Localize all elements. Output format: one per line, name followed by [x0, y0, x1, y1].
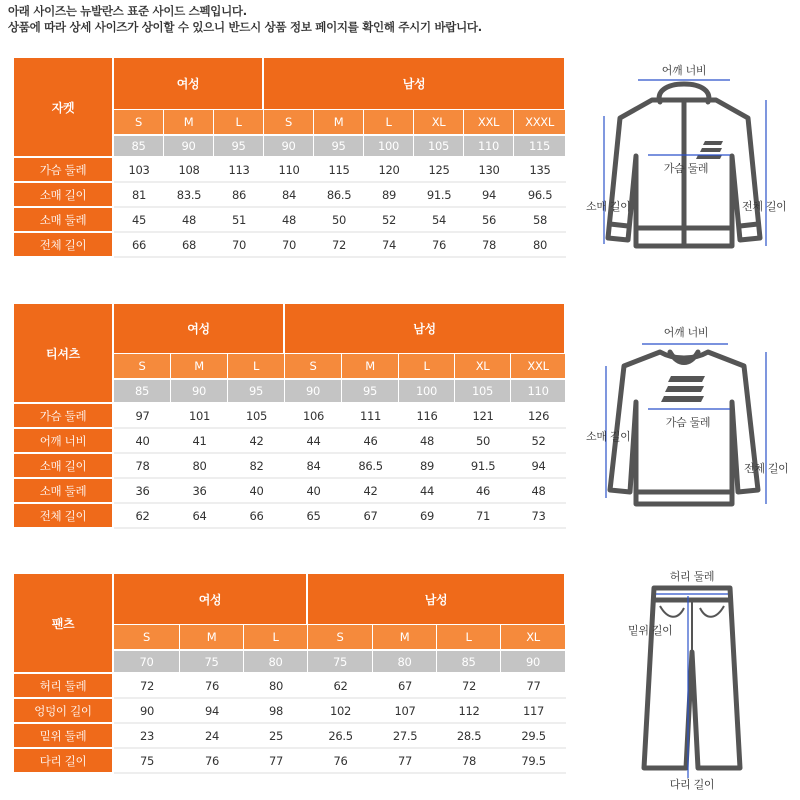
size-value: 106 [285, 404, 342, 429]
size-value: 111 [342, 404, 399, 429]
size-value: 113 [214, 158, 264, 183]
size-value: 52 [511, 429, 566, 454]
diagram-label-sleeve: 소매 길이 [586, 430, 631, 443]
size-label: S [285, 353, 342, 378]
size-value: 48 [264, 208, 314, 233]
row-label: 엉덩이 길이 [14, 699, 114, 724]
size-value: 91.5 [455, 454, 511, 479]
size-value: 79.5 [501, 749, 566, 774]
size-number: 70 [114, 649, 180, 674]
women-group-header: 여성 [114, 304, 285, 353]
size-value: 78 [437, 749, 501, 774]
size-value: 29.5 [501, 724, 566, 749]
size-value: 36 [171, 479, 228, 504]
tshirt-size-table [14, 304, 566, 529]
size-number: 105 [414, 134, 464, 158]
diagram-label-length: 전체 길이 [742, 200, 787, 213]
size-value: 66 [228, 504, 285, 529]
size-number: 80 [244, 649, 308, 674]
men-group-header: 남성 [285, 304, 566, 353]
pants-diagram [612, 568, 772, 792]
size-number: 115 [514, 134, 566, 158]
size-value: 94 [180, 699, 244, 724]
size-value: 67 [373, 674, 437, 699]
jacket-size-table [14, 58, 566, 258]
size-value: 27.5 [373, 724, 437, 749]
size-value: 83.5 [164, 183, 214, 208]
size-value: 76 [308, 749, 373, 774]
size-value: 64 [171, 504, 228, 529]
size-value: 48 [399, 429, 455, 454]
row-label: 허리 둘레 [14, 674, 114, 699]
size-number: 85 [114, 134, 164, 158]
size-value: 41 [171, 429, 228, 454]
size-label: XXXL [514, 109, 566, 134]
size-value: 121 [455, 404, 511, 429]
size-value: 80 [514, 233, 566, 258]
size-number: 90 [285, 378, 342, 404]
size-value: 70 [264, 233, 314, 258]
size-value: 51 [214, 208, 264, 233]
category-cell: 티셔츠 [14, 304, 114, 404]
new-balance-logo [696, 141, 723, 159]
size-value: 77 [501, 674, 566, 699]
table-row [14, 183, 566, 208]
size-value: 36 [114, 479, 171, 504]
size-value: 23 [114, 724, 180, 749]
size-value: 25 [244, 724, 308, 749]
table-row [14, 504, 566, 529]
size-notes [8, 3, 482, 35]
size-label: XL [455, 353, 511, 378]
note-line-1: 아래 사이즈는 뉴발란스 표준 사이드 스펙입니다. [8, 4, 247, 18]
size-value: 50 [314, 208, 364, 233]
men-group-header: 남성 [264, 58, 566, 109]
size-value: 117 [501, 699, 566, 724]
size-number: 95 [228, 378, 285, 404]
size-number: 85 [437, 649, 501, 674]
size-label: S [308, 624, 373, 649]
size-value: 72 [437, 674, 501, 699]
row-label: 가슴 둘레 [14, 158, 114, 183]
diagram-label-sleeve: 소매 길이 [586, 200, 631, 213]
size-value: 73 [511, 504, 566, 529]
row-label: 전체 길이 [14, 233, 114, 258]
size-value: 78 [114, 454, 171, 479]
size-number: 90 [501, 649, 566, 674]
size-label: XL [414, 109, 464, 134]
row-label: 가슴 둘레 [14, 404, 114, 429]
size-number: 95 [314, 134, 364, 158]
table-row [14, 208, 566, 233]
row-label: 어깨 너비 [14, 429, 114, 454]
size-label: M [314, 109, 364, 134]
size-value: 82 [228, 454, 285, 479]
size-value: 115 [314, 158, 364, 183]
size-value: 89 [364, 183, 414, 208]
size-label: M [342, 353, 399, 378]
size-value: 54 [414, 208, 464, 233]
size-value: 46 [342, 429, 399, 454]
size-value: 42 [342, 479, 399, 504]
table-row [14, 454, 566, 479]
size-number: 100 [364, 134, 414, 158]
table-row [14, 699, 566, 724]
size-number: 110 [511, 378, 566, 404]
pants-size-table [14, 574, 566, 774]
row-label: 소매 둘레 [14, 208, 114, 233]
size-value: 80 [171, 454, 228, 479]
size-value: 78 [464, 233, 514, 258]
size-label: L [244, 624, 308, 649]
size-value: 52 [364, 208, 414, 233]
table-row [14, 158, 566, 183]
size-value: 42 [228, 429, 285, 454]
size-number: 85 [114, 378, 171, 404]
size-value: 94 [464, 183, 514, 208]
table-row [14, 479, 566, 504]
size-value: 94 [511, 454, 566, 479]
men-group-header: 남성 [308, 574, 566, 624]
size-value: 45 [114, 208, 164, 233]
size-value: 72 [114, 674, 180, 699]
size-value: 80 [244, 674, 308, 699]
size-value: 86.5 [342, 454, 399, 479]
size-label: S [264, 109, 314, 134]
size-value: 86.5 [314, 183, 364, 208]
size-value: 101 [171, 404, 228, 429]
size-value: 107 [373, 699, 437, 724]
size-value: 71 [455, 504, 511, 529]
row-label: 소매 길이 [14, 183, 114, 208]
category-cell: 팬츠 [14, 574, 114, 674]
diagram-label-chest: 가슴 둘레 [663, 162, 709, 175]
diagram-label-length: 전체 길이 [744, 462, 789, 475]
size-value: 44 [399, 479, 455, 504]
size-label: M [164, 109, 214, 134]
women-group-header: 여성 [114, 574, 308, 624]
size-value: 77 [373, 749, 437, 774]
size-value: 116 [399, 404, 455, 429]
size-value: 40 [114, 429, 171, 454]
table-row [14, 233, 566, 258]
size-value: 112 [437, 699, 501, 724]
size-label: L [399, 353, 455, 378]
size-value: 62 [114, 504, 171, 529]
size-value: 126 [511, 404, 566, 429]
size-value: 75 [114, 749, 180, 774]
diagram-label-chest: 가슴 둘레 [665, 416, 711, 429]
size-value: 62 [308, 674, 373, 699]
jacket-diagram [582, 60, 787, 270]
size-value: 50 [455, 429, 511, 454]
size-value: 40 [228, 479, 285, 504]
table-row [14, 724, 566, 749]
tshirt-diagram [582, 322, 789, 522]
size-label: S [114, 109, 164, 134]
diagram-label-leg: 다리 길이 [669, 778, 715, 791]
size-value: 120 [364, 158, 414, 183]
table-row [14, 674, 566, 699]
size-number: 80 [373, 649, 437, 674]
size-number: 110 [464, 134, 514, 158]
row-label: 밑위 둘레 [14, 724, 114, 749]
category-cell: 자켓 [14, 58, 114, 158]
size-number: 90 [164, 134, 214, 158]
diagram-label-rise: 밑위 길이 [628, 624, 673, 637]
diagram-label-waist: 허리 둘레 [669, 570, 715, 583]
size-value: 66 [114, 233, 164, 258]
size-value: 46 [455, 479, 511, 504]
size-number: 75 [308, 649, 373, 674]
size-label: S [114, 624, 180, 649]
size-label: L [228, 353, 285, 378]
size-value: 48 [164, 208, 214, 233]
size-value: 74 [364, 233, 414, 258]
size-label: L [437, 624, 501, 649]
new-balance-logo [661, 376, 705, 402]
size-label: M [373, 624, 437, 649]
table-row [14, 429, 566, 454]
size-number: 90 [171, 378, 228, 404]
size-value: 44 [285, 429, 342, 454]
row-label: 소매 길이 [14, 454, 114, 479]
size-label: L [364, 109, 414, 134]
note-line-2: 상품에 따라 상세 사이즈가 상이할 수 있으니 반드시 상품 정보 페이지를 확인해 주시기 바랍니다. [8, 20, 482, 34]
row-label: 다리 길이 [14, 749, 114, 774]
size-value: 48 [511, 479, 566, 504]
size-value: 130 [464, 158, 514, 183]
women-group-header: 여성 [114, 58, 264, 109]
size-label: XXL [511, 353, 566, 378]
size-value: 69 [399, 504, 455, 529]
size-value: 103 [114, 158, 164, 183]
size-value: 91.5 [414, 183, 464, 208]
size-value: 110 [264, 158, 314, 183]
diagram-label-shoulder: 어깨 너비 [661, 64, 707, 77]
size-value: 96.5 [514, 183, 566, 208]
size-value: 68 [164, 233, 214, 258]
size-value: 89 [399, 454, 455, 479]
size-value: 24 [180, 724, 244, 749]
size-number: 95 [342, 378, 399, 404]
size-number: 95 [214, 134, 264, 158]
size-value: 102 [308, 699, 373, 724]
size-value: 98 [244, 699, 308, 724]
size-value: 81 [114, 183, 164, 208]
size-value: 76 [180, 749, 244, 774]
size-number: 105 [455, 378, 511, 404]
size-number: 100 [399, 378, 455, 404]
size-value: 84 [264, 183, 314, 208]
row-label: 전체 길이 [14, 504, 114, 529]
size-value: 65 [285, 504, 342, 529]
size-value: 72 [314, 233, 364, 258]
size-value: 76 [180, 674, 244, 699]
size-label: M [180, 624, 244, 649]
size-value: 26.5 [308, 724, 373, 749]
size-label: XXL [464, 109, 514, 134]
size-value: 105 [228, 404, 285, 429]
size-label: XL [501, 624, 566, 649]
size-number: 75 [180, 649, 244, 674]
size-value: 86 [214, 183, 264, 208]
diagram-label-shoulder: 어깨 너비 [663, 326, 709, 339]
size-value: 67 [342, 504, 399, 529]
table-row [14, 404, 566, 429]
table-row [14, 749, 566, 774]
row-label: 소매 둘레 [14, 479, 114, 504]
size-value: 90 [114, 699, 180, 724]
size-label: S [114, 353, 171, 378]
size-value: 108 [164, 158, 214, 183]
size-value: 125 [414, 158, 464, 183]
size-value: 77 [244, 749, 308, 774]
size-value: 40 [285, 479, 342, 504]
size-value: 28.5 [437, 724, 501, 749]
size-label: L [214, 109, 264, 134]
size-value: 58 [514, 208, 566, 233]
size-value: 84 [285, 454, 342, 479]
size-value: 56 [464, 208, 514, 233]
size-value: 135 [514, 158, 566, 183]
size-value: 97 [114, 404, 171, 429]
size-value: 76 [414, 233, 464, 258]
size-value: 70 [214, 233, 264, 258]
size-label: M [171, 353, 228, 378]
size-number: 90 [264, 134, 314, 158]
